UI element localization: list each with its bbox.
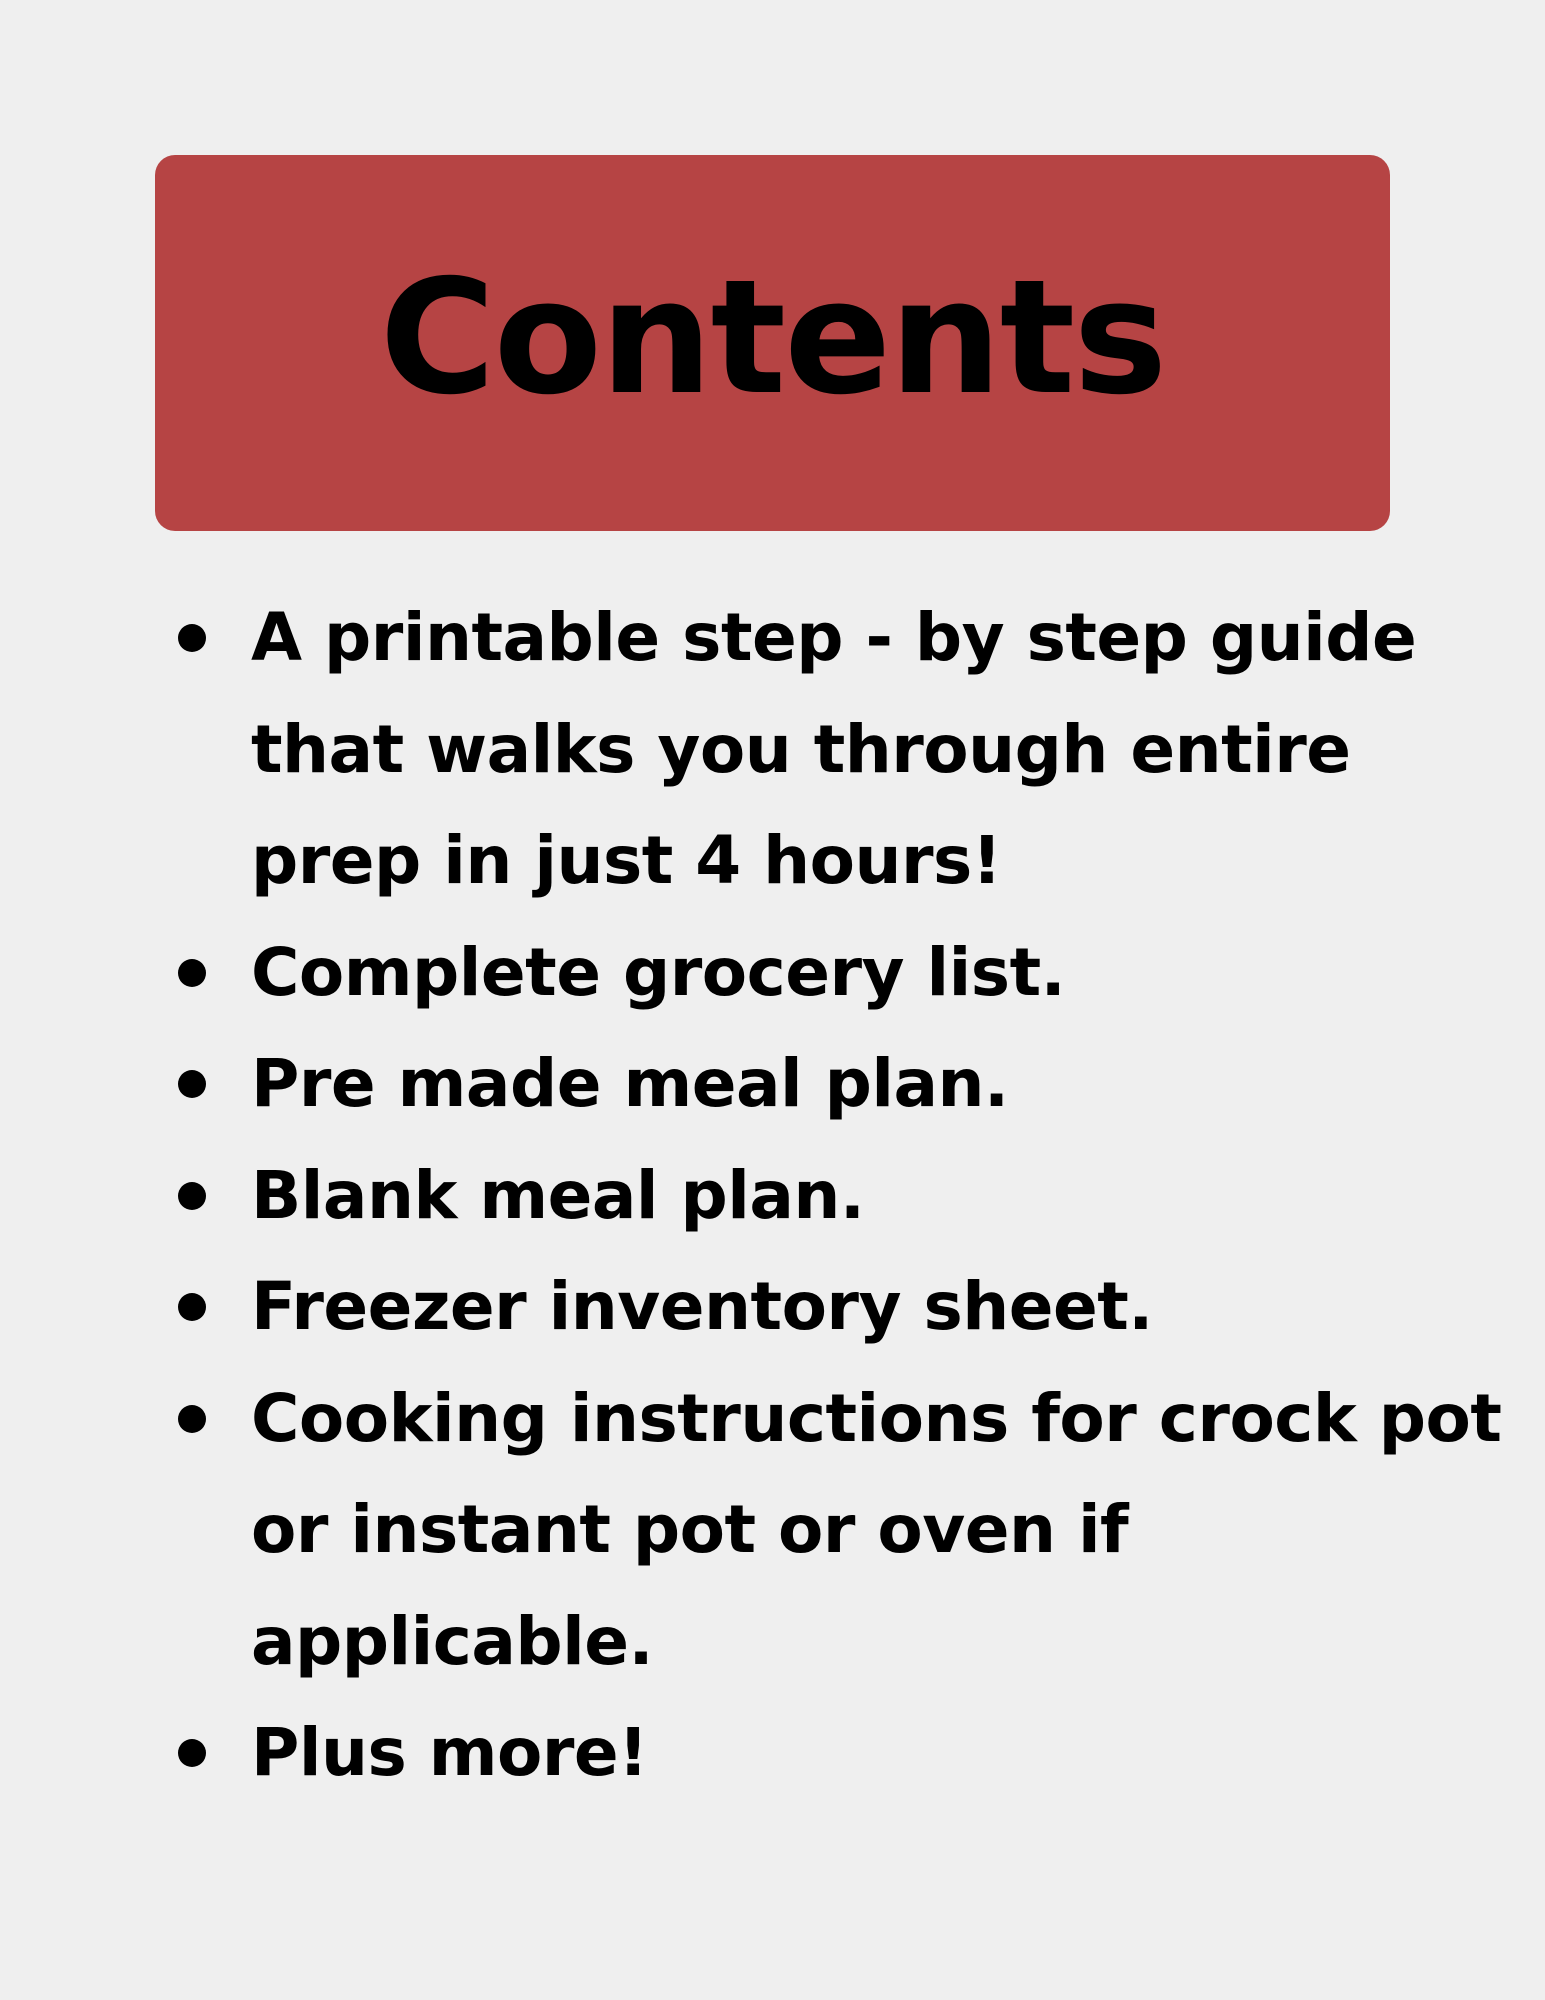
list-item-text: A printable step - by step guide that walks you through entire prep in just 4 hours! bbox=[251, 599, 1417, 899]
contents-list bbox=[0, 582, 1545, 1809]
list-item bbox=[0, 1363, 1545, 1698]
list-item-text: Freezer inventory sheet. bbox=[251, 1268, 1153, 1345]
bullet-icon bbox=[178, 1405, 206, 1433]
bullet-icon bbox=[178, 1739, 206, 1767]
list-item bbox=[0, 1140, 1545, 1252]
bullet-icon bbox=[178, 624, 206, 652]
list-item-text: Pre made meal plan. bbox=[251, 1045, 1009, 1122]
list-item-text: Plus more! bbox=[251, 1714, 648, 1791]
bullet-icon bbox=[178, 1070, 206, 1098]
list-item bbox=[0, 917, 1545, 1029]
list-item bbox=[0, 1251, 1545, 1363]
list-item-text: Blank meal plan. bbox=[251, 1156, 865, 1234]
page-title: Contents bbox=[379, 246, 1166, 430]
list-item bbox=[0, 1697, 1545, 1809]
list-item-text: Cooking instructions for crock pot or instant pot or oven if applicable. bbox=[251, 1379, 1502, 1680]
list-item-text: Complete grocery list. bbox=[251, 933, 1066, 1011]
list-item bbox=[0, 582, 1545, 917]
bullet-icon bbox=[178, 1182, 206, 1210]
bullet-icon bbox=[178, 959, 206, 987]
bullet-icon bbox=[178, 1293, 206, 1321]
list-item bbox=[0, 1028, 1545, 1140]
title-banner bbox=[155, 155, 1390, 531]
